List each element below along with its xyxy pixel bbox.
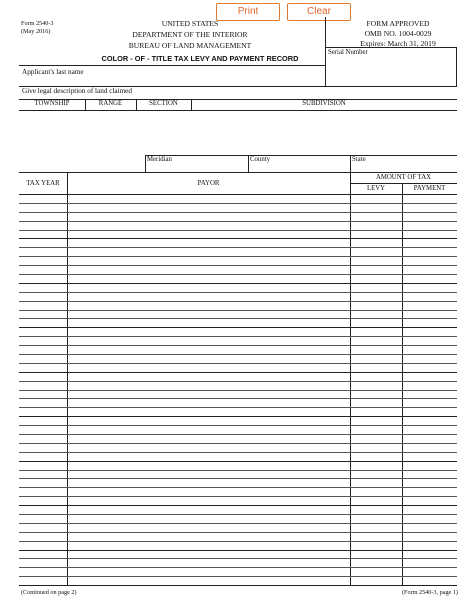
payor-header: PAYOR xyxy=(197,180,220,187)
table-row[interactable] xyxy=(19,256,457,257)
location-top-rule xyxy=(145,155,457,156)
header-divider xyxy=(325,17,326,87)
legal-description-field[interactable] xyxy=(19,111,457,155)
table-row[interactable] xyxy=(19,558,457,559)
form-date: (May 2016) xyxy=(21,28,51,35)
table-bottom-rule xyxy=(19,585,457,586)
state-label: State xyxy=(352,156,366,163)
amount-of-tax-rule xyxy=(350,183,457,184)
agency-line-3: BUREAU OF LAND MANAGEMENT xyxy=(128,41,252,50)
serial-number-field[interactable] xyxy=(456,47,457,87)
meridian-left-rule xyxy=(145,155,146,172)
legal-description-label: Give legal description of land claimed xyxy=(22,87,132,95)
table-row[interactable] xyxy=(19,550,457,551)
approval-line-3: Expires: March 31, 2019 xyxy=(360,39,436,48)
page-number: (Form 2540-3, page 1) xyxy=(401,589,458,596)
table-row[interactable] xyxy=(19,496,457,497)
table-row[interactable] xyxy=(19,354,457,355)
form-number: Form 2540-3 xyxy=(21,20,54,27)
clear-button[interactable]: Clear xyxy=(287,3,351,21)
table-row[interactable] xyxy=(19,390,457,391)
payment-header: PAYMENT xyxy=(413,185,446,192)
table-row[interactable] xyxy=(19,487,457,488)
section-header: SECTION xyxy=(149,100,178,107)
table-row[interactable] xyxy=(19,470,457,471)
county-left-rule xyxy=(248,155,249,172)
table-row[interactable] xyxy=(19,363,457,364)
applicant-last-name-label: Applicant's last name xyxy=(22,68,84,76)
approval-line-2: OMB NO. 1004-0029 xyxy=(364,29,432,38)
table-row[interactable] xyxy=(19,425,457,426)
township-header: TOWNSHIP xyxy=(34,100,70,107)
amount-of-tax-header: AMOUNT OF TAX xyxy=(375,174,432,181)
table-row[interactable] xyxy=(19,310,457,311)
state-left-rule xyxy=(350,155,351,172)
table-row[interactable] xyxy=(19,230,457,231)
top-rule xyxy=(19,65,325,66)
continued-note: (Continued on page 2) xyxy=(21,589,77,596)
table-row[interactable] xyxy=(19,283,457,284)
approval-line-1: FORM APPROVED xyxy=(366,19,430,28)
table-row[interactable] xyxy=(19,212,457,213)
table-row[interactable] xyxy=(19,336,457,337)
table-row[interactable] xyxy=(19,407,457,408)
table-row[interactable] xyxy=(19,398,457,399)
agency-line-1: UNITED STATES xyxy=(161,19,219,28)
table-row[interactable] xyxy=(19,381,457,382)
levy-header: LEVY xyxy=(366,185,386,192)
table-row[interactable] xyxy=(19,416,457,417)
table-row[interactable] xyxy=(19,318,457,319)
range-header: RANGE xyxy=(98,100,123,107)
table-row[interactable] xyxy=(19,203,457,204)
table-row[interactable] xyxy=(19,514,457,515)
tax-record-rows[interactable] xyxy=(19,194,457,585)
table-row[interactable] xyxy=(19,345,457,346)
table-row[interactable] xyxy=(19,221,457,222)
table-row[interactable] xyxy=(19,292,457,293)
header-rule xyxy=(325,47,457,48)
table-row[interactable] xyxy=(19,238,457,239)
print-button[interactable]: Print xyxy=(216,3,280,21)
page-title: COLOR - OF - TITLE TAX LEVY AND PAYMENT RECORD xyxy=(101,54,299,63)
location-bottom-rule xyxy=(19,172,457,173)
table-row[interactable] xyxy=(19,576,457,577)
table-row[interactable] xyxy=(19,532,457,533)
table-row[interactable] xyxy=(19,443,457,444)
table-row[interactable] xyxy=(19,301,457,302)
table-row[interactable] xyxy=(19,505,457,506)
county-label: County xyxy=(250,156,271,163)
table-row[interactable] xyxy=(19,461,457,462)
table-row[interactable] xyxy=(19,434,457,435)
table-row[interactable] xyxy=(19,265,457,266)
table-row[interactable] xyxy=(19,274,457,275)
serial-number-label: Serial Number xyxy=(328,49,368,56)
agency-line-2: DEPARTMENT OF THE INTERIOR xyxy=(132,30,248,39)
table-row[interactable] xyxy=(19,567,457,568)
table-row[interactable] xyxy=(19,327,457,328)
table-row[interactable] xyxy=(19,247,457,248)
table-row[interactable] xyxy=(19,372,457,373)
table-row[interactable] xyxy=(19,452,457,453)
subdivision-header: SUBDIVISION xyxy=(302,100,346,107)
table-row[interactable] xyxy=(19,541,457,542)
table-row[interactable] xyxy=(19,478,457,479)
tax-year-header: TAX YEAR xyxy=(26,180,60,187)
meridian-label: Meridian xyxy=(147,156,172,163)
table-row[interactable] xyxy=(19,523,457,524)
